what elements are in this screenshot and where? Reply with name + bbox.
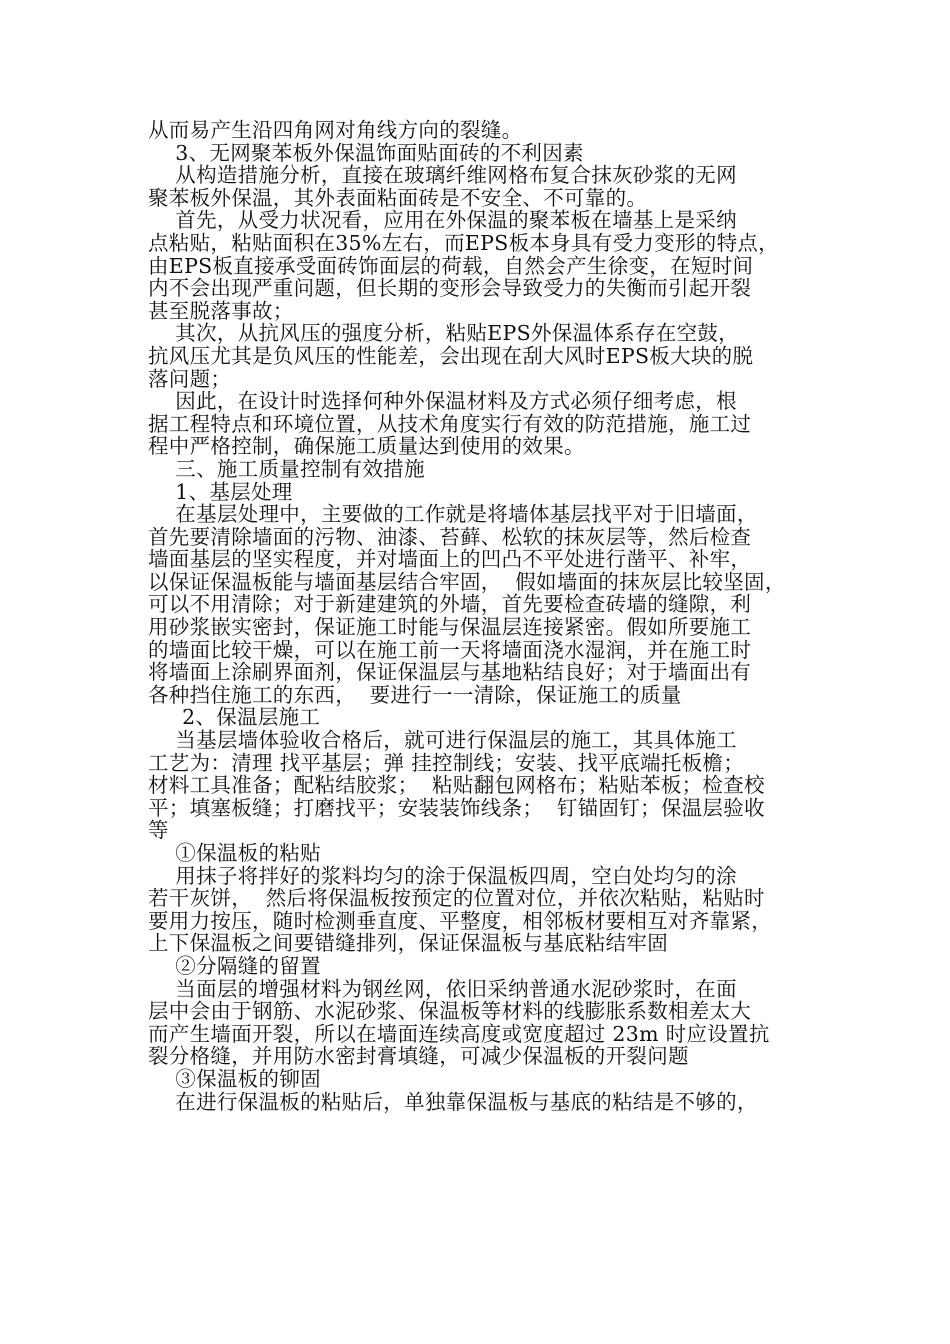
text-line: 其次，从抗风压的强度分析，粘贴EPS外保温体系存在空鼓，	[148, 321, 739, 346]
text-line: 落问题；	[148, 366, 232, 391]
text-line: 点粘贴，粘贴面积在35%左右，而EPS板本身具有受力变形的特点，	[148, 230, 779, 255]
text-line: 裂分格缝，并用防水密封膏填缝，可减少保温板的开裂问题	[148, 1044, 689, 1069]
text-line: 各种挡住施工的东西， 要进行一一清除，保证施工的质量	[148, 682, 682, 707]
text-line: 在基层处理中，主要做的工作就是将墙体基层找平对于旧墙面，	[148, 502, 758, 527]
text-line: 由EPS板直接承受面砖饰面层的荷载，自然会产生徐变，在短时间	[148, 253, 754, 278]
text-line: 首先要清除墙面的污物、油漆、苔藓、松软的抹灰层等，然后检查	[148, 524, 752, 549]
text-line: 墙面基层的坚实程度，并对墙面上的凹凸不平处进行凿平、补牢，	[148, 547, 752, 572]
text-line: 据工程特点和环境位置，从技术角度实行有效的防范措施，施工过	[148, 411, 752, 436]
section-heading: 3、无网聚苯板外保温饰面贴面砖的不利因素	[148, 140, 584, 165]
text-line: 用砂浆嵌实密封，保证施工时能与保温层连接紧密。假如所要施工	[148, 615, 752, 640]
text-line: 程中严格控制，确保施工质量达到使用的效果。	[148, 434, 585, 459]
text-line: 材料工具准备；配粘结胶浆； 粘贴翻包网格布；粘贴苯板；检查校	[148, 773, 765, 798]
text-line: 工艺为：清理 找平基层；弹 挂控制线；安装、找平底端托板檐；	[148, 750, 745, 775]
text-line: 等	[148, 818, 169, 843]
text-line: 抗风压尤其是负风压的性能差，会出现在刮大风时EPS板大块的脱	[148, 343, 754, 368]
text-line: 平；填塞板缝；打磨找平；安装装饰线条； 钉锚固钉；保温层验收	[148, 795, 765, 820]
text-line: 可以不用清除；对于新建建筑的外墙，首先要检查砖墙的缝隙，利	[148, 592, 752, 617]
text-line: 在进行保温板的粘贴后，单独靠保温板与基底的粘结是不够的，	[148, 1089, 758, 1114]
section-heading: 三、施工质量控制有效措施	[148, 456, 425, 481]
text-line: 若干灰饼， 然后将保温板按预定的位置对位，并依次粘贴，粘贴时	[148, 886, 765, 911]
text-line: 层中会由于钢筋、水泥砂浆、保温板等材料的线膨胀系数相差太大	[148, 999, 752, 1024]
section-heading: 1、基层处理	[148, 479, 293, 504]
text-line: 甚至脱落事故；	[148, 298, 294, 323]
section-heading: 2、保温层施工	[148, 705, 321, 730]
text-line: 首先，从受力状况看，应用在外保温的聚苯板在墙基上是采纳	[148, 208, 737, 233]
text-line: 用抹子将拌好的浆料均匀的涂于保温板四周，空白处均匀的涂	[148, 863, 737, 888]
text-line: 聚苯板外保温，其外表面粘面砖是不安全、不可靠的。	[148, 185, 648, 210]
text-line: 要用力按压，随时检测垂直度、平整度，相邻板材要相互对齐靠紧，	[148, 908, 772, 933]
text-line: 内不会出现严重问题，但长期的变形会导致受力的失衡而引起开裂	[148, 276, 752, 301]
text-line: 的墙面比较干燥，可以在施工前一天将墙面浇水湿润，并在施工时	[148, 637, 752, 662]
text-line: 将墙面上涂刷界面剂，保证保温层与基地粘结良好；对于墙面出有	[148, 660, 752, 685]
document-body	[148, 119, 820, 1113]
subsection-heading: ①保温板的粘贴	[148, 841, 321, 865]
text-line: 上下保温板之间要错缝排列，保证保温板与基底粘结牢固	[148, 931, 668, 956]
text-line: 从而易产生沿四角网对角线方向的裂缝。	[148, 118, 523, 142]
text-line: 而产生墙面开裂，所以在墙面连续高度或宽度超过 23m 时应设置抗	[148, 1021, 770, 1046]
subsection-heading: ②分隔缝的留置	[148, 953, 321, 978]
text-line: 当面层的增强材料为钢丝网，依旧采纳普通水泥砂浆时，在面	[148, 976, 737, 1001]
text-line: 以保证保温板能与墙面基层结合牢固， 假如墙面的抹灰层比较坚固，	[148, 569, 786, 594]
text-line: 因此，在设计时选择何种外保温材料及方式必须仔细考虑，根	[148, 389, 737, 414]
subsection-heading: ③保温板的铆固	[148, 1066, 321, 1091]
text-line: 当基层墙体验收合格后，就可进行保温层的施工，其具体施工	[148, 728, 737, 753]
text-line: 从构造措施分析，直接在玻璃纤维网格布复合抹灰砂浆的无网	[148, 163, 737, 188]
